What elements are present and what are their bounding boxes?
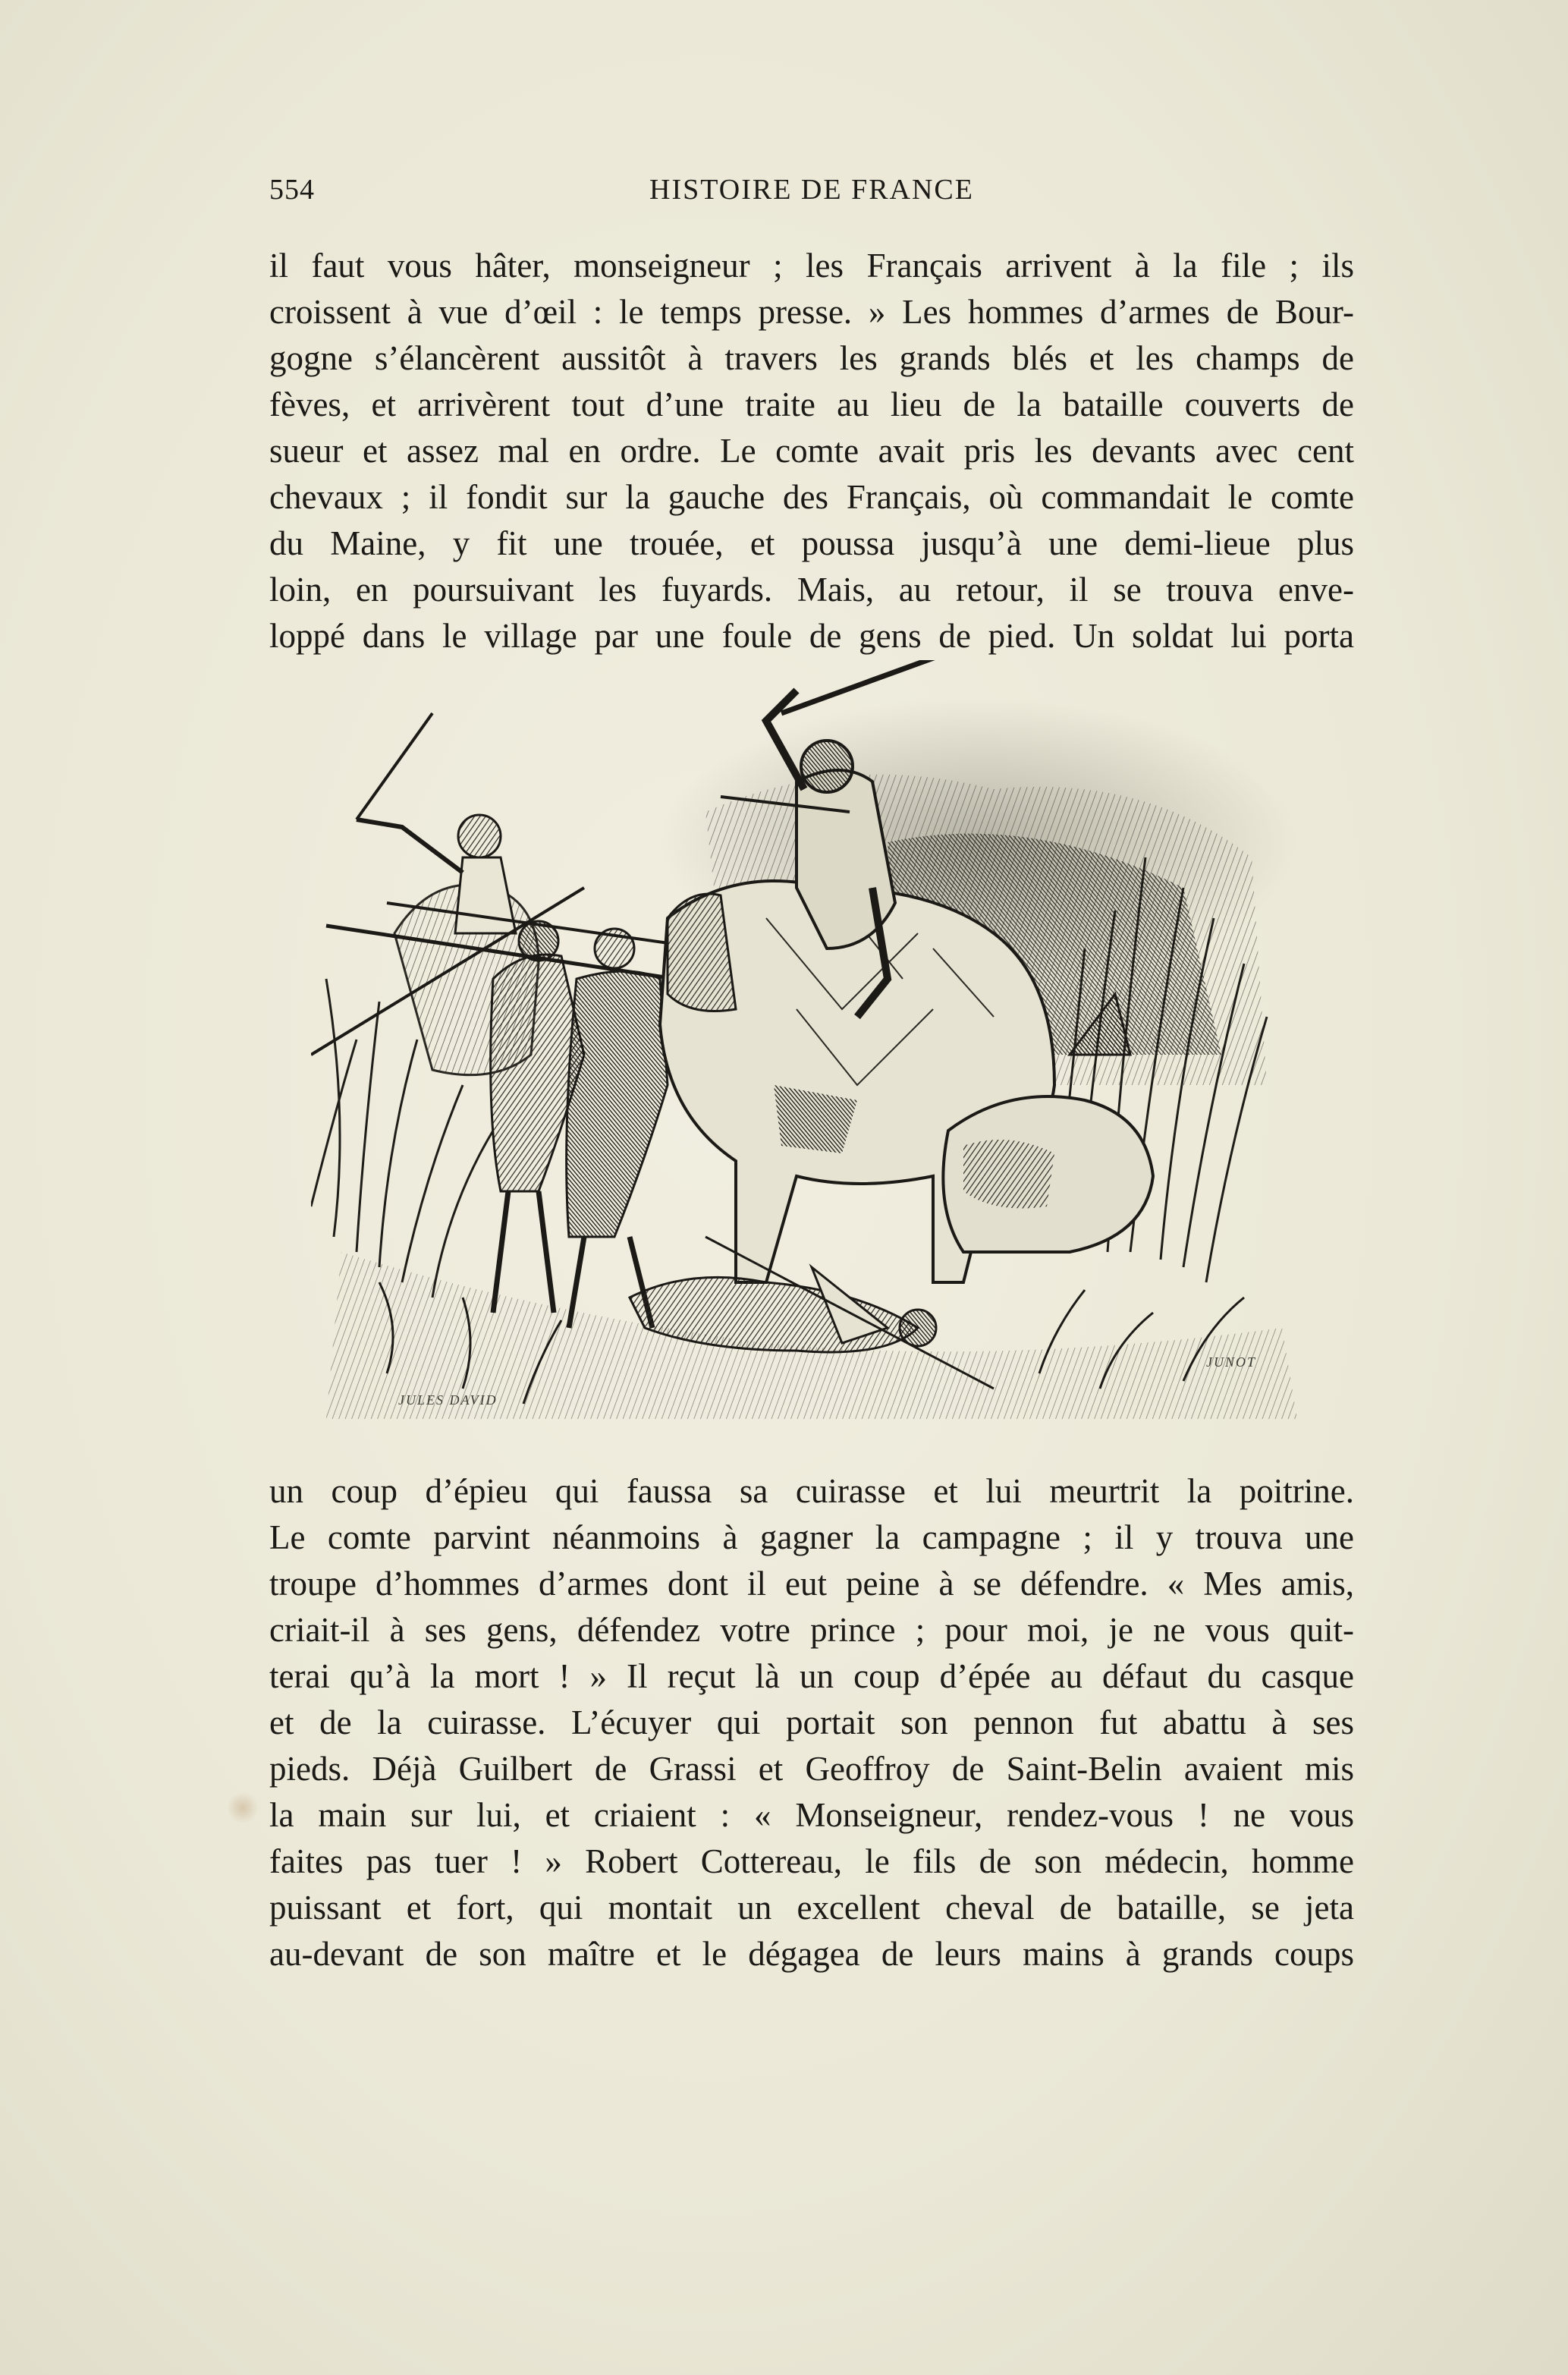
paragraph-bottom [269,1468,1354,1977]
text-line: puissant et fort, qui montait un excellent cheval de bataille, se jeta [269,1889,1354,1927]
text-line: il faut vous hâter, monseigneur ; les Français arrivent à la file ; ils [269,247,1354,285]
page-header [269,173,1354,219]
text-line: loppé dans le village par une foule de gens de pied. Un soldat lui porta [269,617,1354,655]
paragraph-top [269,243,1354,659]
running-title: HISTOIRE DE FRANCE [649,174,974,206]
text-line: troupe d’hommes d’armes dont il eut peine à se défendre. « Mes amis, [269,1565,1354,1603]
paper-stain [228,1791,258,1825]
text-line: terai qu’à la mort ! » Il reçut là un coup d’épée au défaut du casque [269,1657,1354,1695]
engraver-signature-right: JUNOT [1206,1354,1257,1370]
text-line: sueur et assez mal en ordre. Le comte avait pris les devants avec cent [269,432,1354,470]
text-line: Le comte parvint néanmoins à gagner la campagne ; il y trouva une [269,1518,1354,1556]
battle-engraving [311,660,1312,1427]
text-line: gogne s’élancèrent aussitôt à travers les grands blés et les champs de [269,339,1354,377]
text-line: loin, en poursuivant les fuyards. Mais, au retour, il se trouva enve- [269,571,1354,609]
text-line: la main sur lui, et criaient : « Monseigneur, rendez-vous ! ne vous [269,1796,1354,1834]
text-line: du Maine, y fit une trouée, et poussa jusqu’à une demi-lieue plus [269,524,1354,562]
text-line: fèves, et arrivèrent tout d’une traite au lieu de la bataille couverts de [269,385,1354,423]
text-line: un coup d’épieu qui faussa sa cuirasse et lui meurtrit la poitrine. [269,1472,1354,1510]
text-line: pieds. Déjà Guilbert de Grassi et Geoffroy de Saint-Belin avaient mis [269,1750,1354,1788]
text-line: au-devant de son maître et le dégagea de leurs mains à grands coups [269,1935,1354,1973]
text-line: criait-il à ses gens, défendez votre prince ; pour moi, je ne vous quit- [269,1611,1354,1649]
text-line: croissent à vue d’œil : le temps presse. » Les hommes d’armes de Bour- [269,293,1354,331]
text-line: et de la cuirasse. L’écuyer qui portait son pennon fut abattu à ses [269,1703,1354,1741]
page-number: 554 [269,174,315,206]
engraver-signature-left: JULES DAVID [398,1392,498,1408]
text-line: faites pas tuer ! » Robert Cottereau, le fils de son médecin, homme [269,1842,1354,1880]
text-line: chevaux ; il fondit sur la gauche des Français, où commandait le comte [269,478,1354,516]
